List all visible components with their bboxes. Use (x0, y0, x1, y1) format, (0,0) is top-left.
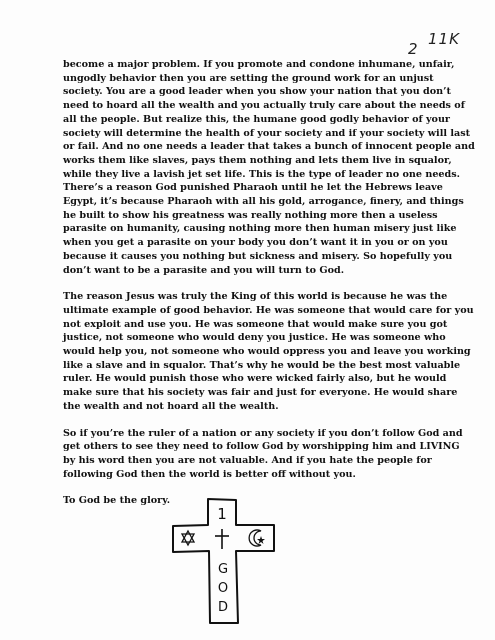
paragraph: So if you’re the ruler of a nation or any society if you don’t follow God and get others to see they need to follow God by worshipping him and LIVING by his word then you are not valuable. And if you hate the people for following God then the world is better off without you. (63, 427, 463, 480)
paragraph: The reason Jesus was truly the King of this world is because he was the ultimate example of good behavior. He was someone that would care for you not exploit and use you. He was someone that would make sure you got justice, not someone who would deny you justice. He was someone who would help you, not someone who would oppress you and leave you working like a slave and in squalor. That’s why he would be the best most valuable ruler. He would punish those who were wicked fairly also, but he would make sure that his society was fair and just for everyone. He would share the wealth and not hoard all the wealth. (63, 291, 474, 412)
handwritten-page-id: 11K (428, 30, 460, 48)
hand-drawn-cross (170, 497, 280, 625)
paragraph: become a major problem. If you promote and condone inhumane, unfair, ungodly behavior then you are setting the ground work for an unjust society. You are a good leader when you show your nation that you don’t need to hoard all the wealth and you actually truly care about the needs of all the people. But realize this, the humane good godly behavior of your society will determine the health of your society and if your society will last or fail. And no one needs a leader that takes a bunch of innocent people and works them like slaves, pays them nothing and lets them live in squalor, while they live a lavish jet set life. This is the type of leader no one needs. There’s a reason God punished Pharaoh until he let the Hebrews leave Egypt, it’s because Pharaoh with all his gold, arrogance, finery, and things he built to show his greatness was really nothing more then a useless parasite on humanity, causing nothing more then human misery just like when you get a parasite on your body you don’t want it in you or on you because it causes you nothing but sickness and misery. So hopefully you don’t want to be a parasite and you will turn to God. (63, 59, 475, 276)
cross-drawing (170, 497, 280, 625)
handwritten-letter-d: D (217, 600, 229, 615)
document-body (63, 58, 475, 521)
star-of-david-icon (182, 531, 194, 545)
closing-line: To God be the glory. (63, 495, 171, 507)
handwritten-page-number: 2 (408, 40, 418, 58)
crescent-star-icon (249, 530, 265, 546)
handwritten-letter-g: G (217, 562, 229, 577)
handwritten-letter-o: O (217, 581, 229, 596)
cross-icon (215, 529, 229, 549)
handwritten-number-one: 1 (217, 505, 227, 523)
